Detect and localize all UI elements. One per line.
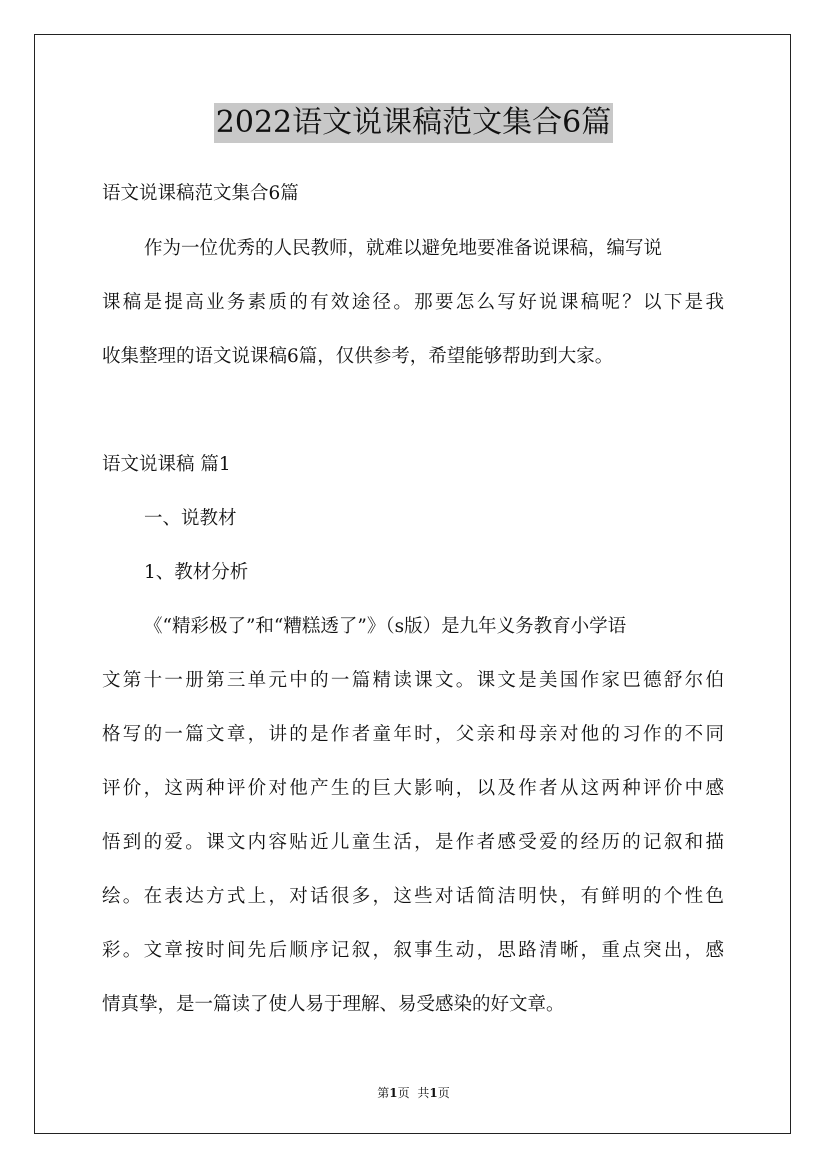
footer-total-number: 1 — [429, 1086, 438, 1100]
body-line-4: 评价，这两种评价对他产生的巨大影响，以及作者从这两种评价中感 — [102, 778, 724, 799]
section-heading: 语文说课稿 篇1 — [102, 454, 231, 475]
part-heading: 一、说教材 — [144, 508, 237, 529]
body-line-2: 文第十一册第三单元中的一篇精读课文。课文是美国作家巴德舒尔伯 — [102, 670, 724, 691]
page-footer — [0, 1085, 827, 1101]
document-title: 2022语文说课稿范文集合6篇 — [214, 103, 613, 143]
footer-page-number: 1 — [389, 1086, 398, 1100]
intro-line-1: 作为一位优秀的人民教师，就难以避免地要准备说课稿，编写说 — [144, 238, 663, 259]
body-line-6: 绘。在表达方式上，对话很多，这些对话简洁明快，有鲜明的个性色 — [102, 886, 724, 907]
footer-total-prefix: 共 — [417, 1086, 430, 1100]
body-line-8: 情真挚，是一篇读了使人易于理解、易受感染的好文章。 — [102, 994, 565, 1015]
body-line-5: 悟到的爱。课文内容贴近儿童生活，是作者感受爱的经历的记叙和描 — [102, 832, 724, 853]
document-subtitle: 语文说课稿范文集合6篇 — [102, 183, 299, 204]
footer-page-suffix: 页 — [397, 1086, 410, 1100]
body-line-1: 《“精彩极了”和“糟糕透了”》（s版）是九年义务教育小学语 — [144, 616, 627, 637]
footer-total-suffix: 页 — [437, 1086, 450, 1100]
body-line-7: 彩。文章按时间先后顺序记叙，叙事生动，思路清晰，重点突出，感 — [102, 940, 724, 961]
sub-heading: 1、教材分析 — [144, 562, 249, 583]
intro-line-3: 收集整理的语文说课稿6篇，仅供参考，希望能够帮助到大家。 — [102, 346, 614, 367]
footer-page-prefix: 第 — [377, 1086, 390, 1100]
body-line-3: 格写的一篇文章，讲的是作者童年时，父亲和母亲对他的习作的不同 — [102, 724, 724, 745]
title-container — [0, 103, 827, 143]
intro-line-2: 课稿是提高业务素质的有效途径。那要怎么写好说课稿呢？以下是我 — [102, 292, 724, 313]
